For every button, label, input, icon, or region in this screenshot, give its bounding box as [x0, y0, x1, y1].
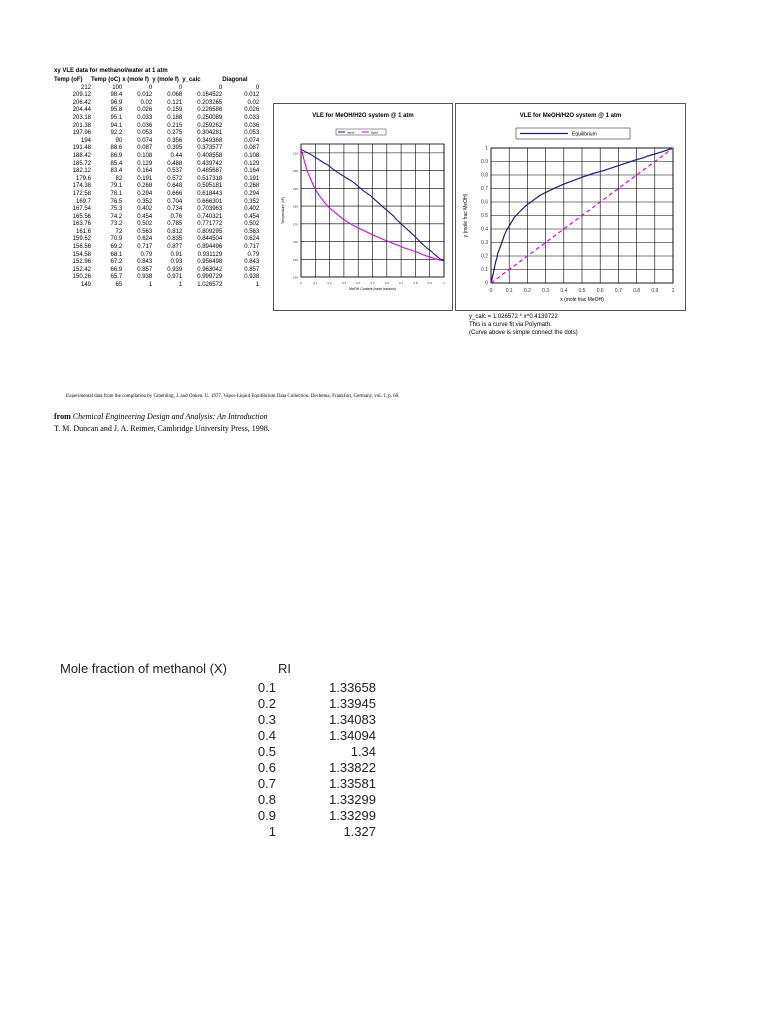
x-tick-label: 0.4 [560, 288, 568, 294]
vle-cell: 0.159 [167, 107, 183, 114]
vle-cell: 197.96 [72, 130, 91, 137]
vle-cell: 0.717 [137, 244, 153, 251]
vle-cell: 1 [255, 282, 260, 289]
vle-table-row [54, 92, 259, 100]
vle-cell: 0.488 [167, 160, 183, 167]
ri-header-ri: RI [278, 660, 291, 676]
ri-table-row [60, 823, 376, 839]
vle-cell: 0.454 [244, 213, 260, 220]
vle-cell: 0.624 [137, 236, 153, 243]
vle-cell: 86.9 [110, 152, 123, 159]
vle-cell: 204.44 [72, 107, 91, 114]
legend-label-equilibrium: Equilibrium [572, 131, 597, 138]
vle-cell: 68.1 [110, 251, 123, 258]
vle-cell: 0.191 [137, 175, 153, 182]
vle-cell: 0.226586 [197, 107, 223, 114]
xy-equilibrium-chart [455, 103, 686, 311]
x-tick-label: 0.9 [427, 281, 432, 285]
vle-cell: 72 [115, 228, 123, 235]
source-citation: Experimental data from the compilation by Gmehling, J. and Onken, U. 1977. Vapor-Liquid Equilibrium Data Collection. Dechema, Frankfurt, Germany, vol. 1, p. 60. [66, 394, 400, 399]
vle-cell: 0.999729 [197, 274, 223, 281]
vle-cell: 92.2 [110, 130, 123, 137]
vle-cell: 161.6 [75, 228, 91, 235]
x-tick-label: 1 [671, 288, 675, 294]
vle-cell: 0.938 [244, 274, 260, 281]
vle-cell: 0.857 [137, 266, 153, 273]
vle-table-row [54, 123, 259, 131]
vle-header-cell: Diagonal [222, 77, 248, 83]
vle-cell: 76.5 [110, 198, 123, 205]
vle-cell: 0 [218, 84, 223, 91]
vle-data-title: xy VLE data for methanol/water at 1 atm [54, 68, 168, 74]
chart1-title: VLE for MeOH/H2O system @ 1 atm [312, 113, 414, 119]
vle-cell: 78.1 [110, 190, 123, 197]
vle-table-row [54, 252, 259, 260]
vle-table-row [54, 282, 259, 290]
vle-cell: 152.96 [72, 259, 91, 266]
vle-cell: 172.58 [72, 190, 91, 197]
ri-table-row [60, 711, 376, 727]
vle-cell: 0.129 [137, 160, 153, 167]
vle-cell: 65.7 [110, 274, 123, 281]
ri-value-cell: 1.34 [350, 743, 376, 759]
ri-value-cell: 1.33299 [329, 791, 376, 807]
vle-table-row [54, 145, 259, 153]
vle-cell: 0 [148, 84, 153, 91]
vle-table-row [54, 267, 259, 275]
vle-cell: 150.26 [72, 274, 91, 281]
vle-cell: 0.074 [244, 137, 260, 144]
vle-cell: 0.053 [244, 130, 260, 137]
vle-cell: 94.1 [110, 122, 123, 129]
vle-data-table [54, 77, 259, 290]
vle-cell: 0.771772 [197, 221, 223, 228]
book-authors: T. M. Duncan and J. A. Reimer, Cambridge University Press, 1998. [54, 424, 270, 433]
vle-cell: 0.294 [137, 190, 153, 197]
vle-cell: 194 [80, 137, 91, 144]
vle-cell: 0.026 [137, 107, 153, 114]
vle-table-body [54, 85, 259, 290]
refractive-index-table [60, 657, 376, 839]
chart1-plot [274, 104, 452, 310]
vle-cell: 0.012 [244, 92, 260, 99]
vle-cell: 0.666301 [197, 198, 223, 205]
vle-cell: 0.537 [167, 168, 183, 175]
vle-cell: 1.026572 [197, 282, 223, 289]
x-tick-label: 0.6 [384, 281, 389, 285]
vle-cell: 0.666 [167, 190, 183, 197]
vle-cell: 0.843 [244, 259, 260, 266]
vle-cell: 165.56 [72, 213, 91, 220]
vle-header-cell: x (mole f) [122, 77, 149, 83]
y-tick-label: 140 [292, 275, 298, 280]
vle-cell: 0.121 [167, 99, 183, 106]
x-tick-label: 0.1 [505, 288, 513, 294]
y-tick-label: 0.6 [481, 199, 488, 206]
x-tick-label: 0.2 [523, 288, 531, 294]
y-tick-label: 0.1 [481, 267, 488, 273]
vle-table-row [54, 115, 259, 123]
vle-cell: 0.595181 [197, 183, 223, 190]
y-tick-label: 200 [292, 169, 298, 174]
y-tick-label: 170 [292, 222, 298, 227]
vle-cell: 0.402 [244, 206, 260, 213]
vle-cell: 0.402 [137, 206, 153, 213]
vle-cell: 0.129 [244, 160, 260, 167]
vle-cell: 0.164 [137, 168, 153, 175]
vle-header-cell: y_calc [182, 77, 201, 83]
vle-table-row [54, 176, 259, 184]
vle-table-row [54, 236, 259, 244]
vle-cell: 0.740321 [197, 213, 223, 220]
vle-cell: 191.48 [72, 145, 91, 152]
vle-cell: 0.454 [137, 213, 153, 220]
x-tick-label: 0 [489, 288, 493, 294]
vle-cell: 0.734 [167, 206, 183, 213]
vle-table-row [54, 130, 259, 138]
chart2-plot [456, 104, 685, 310]
vle-cell: 0.79 [247, 251, 260, 258]
vle-cell: 0.938 [137, 274, 153, 281]
y-tick-label: 0.8 [481, 172, 488, 179]
y-tick-label: 210 [292, 151, 298, 156]
temperature-composition-chart [273, 103, 453, 311]
vle-cell: 0.033 [244, 114, 260, 121]
ri-table-row [60, 775, 376, 791]
y-tick-label: 0.3 [481, 240, 488, 246]
vle-cell: 0.074 [137, 137, 153, 144]
vle-cell: 0.877 [167, 244, 183, 251]
x-tick-label: 0.9 [651, 288, 659, 294]
vle-cell: 0.93 [170, 259, 183, 266]
ri-table-row [60, 759, 376, 775]
vle-cell: 0.785 [167, 221, 183, 228]
ri-x-cell: 0.9 [257, 807, 276, 823]
vle-cell: 0.563 [244, 228, 260, 235]
vle-cell: 174.38 [72, 183, 91, 190]
vle-table-row [54, 161, 259, 169]
vle-cell: 0.79 [140, 251, 153, 258]
vle-cell: 0.517318 [197, 175, 223, 182]
vle-table-row [54, 199, 259, 207]
ri-value-cell: 1.33658 [329, 679, 376, 695]
x-tick-label: 0.7 [399, 281, 404, 285]
vle-table-row [54, 100, 259, 108]
x-tick-label: 1 [443, 281, 445, 285]
vle-cell: 163.76 [72, 221, 91, 228]
vle-table-row [54, 214, 259, 222]
y-tick-label: 160 [292, 240, 298, 245]
vle-cell: 209.12 [72, 92, 91, 99]
vle-cell: 0.703963 [197, 206, 223, 213]
vle-cell: 0.971 [167, 274, 183, 281]
ri-value-cell: 1.33822 [329, 759, 376, 775]
ri-x-cell: 0.1 [257, 679, 276, 695]
ri-value-cell: 1.34083 [329, 711, 376, 727]
vle-header-cell: Temp (oF) [54, 77, 83, 83]
x-tick-label: 0.8 [413, 281, 418, 285]
vle-cell: 0.76 [170, 213, 183, 220]
vle-cell: 0.572 [167, 175, 183, 182]
vle-cell: 201.38 [72, 122, 91, 129]
vle-cell: 65 [115, 282, 123, 289]
vle-cell: 85.4 [110, 160, 123, 167]
vle-cell: 0.717 [244, 244, 260, 251]
vle-cell: 0.164522 [197, 92, 223, 99]
vle-table-row [54, 259, 259, 267]
vle-cell: 167.54 [72, 206, 91, 213]
y-axis-label: Temperature (oF) [281, 196, 285, 225]
vle-table-header-row [54, 77, 259, 85]
vle-cell: 0.068 [167, 92, 183, 99]
vle-table-row [54, 107, 259, 115]
vle-cell: 0 [178, 84, 183, 91]
vle-cell: 156.56 [72, 244, 91, 251]
ri-table-row [60, 791, 376, 807]
vle-cell: 1 [178, 282, 183, 289]
ri-x-cell: 0.4 [257, 727, 276, 743]
ri-table-row [60, 679, 376, 695]
book-reference [54, 412, 268, 421]
vle-cell: 73.2 [110, 221, 123, 228]
vle-cell: 0.036 [137, 122, 153, 129]
vle-cell: 0.618443 [197, 190, 223, 197]
vle-cell: 0.857 [244, 266, 260, 273]
ri-header-row [60, 657, 376, 679]
ri-x-cell: 0.3 [257, 711, 276, 727]
from-prefix: from [54, 412, 71, 421]
fit-method-note: This is a curve fit via Polymath. [469, 322, 552, 328]
vle-cell: 0.439742 [197, 160, 223, 167]
vle-cell: 66.9 [110, 266, 123, 273]
vle-cell: 79.1 [110, 183, 123, 190]
x-tick-label: 0 [300, 281, 302, 285]
ri-value-cell: 1.34094 [329, 727, 376, 743]
ri-x-cell: 1 [268, 823, 276, 839]
vle-cell: 90 [115, 137, 123, 144]
vle-cell: 100 [112, 84, 123, 91]
vle-cell: 74.2 [110, 213, 123, 220]
vle-table-row [54, 244, 259, 252]
vle-cell: 0.188 [167, 114, 183, 121]
vle-table-row [54, 168, 259, 176]
vle-cell: 0.012 [137, 92, 153, 99]
vle-cell: 0.304281 [197, 130, 223, 137]
vle-cell: 0.356 [167, 137, 183, 144]
ri-table-body [60, 679, 376, 839]
ri-x-cell: 0.7 [257, 775, 276, 791]
book-title: Chemical Engineering Design and Analysis: An Introduction [72, 412, 268, 421]
vle-cell: 0.259262 [197, 122, 223, 129]
ri-table-row [60, 727, 376, 743]
vle-cell: 0.704 [167, 198, 183, 205]
vle-table-row [54, 191, 259, 199]
x-tick-label: 0.8 [633, 288, 641, 294]
ri-table-row [60, 695, 376, 711]
vle-header-cell: Temp (oC) [91, 77, 121, 83]
vle-cell: 0.502 [244, 221, 260, 228]
vle-cell: 0.352 [137, 198, 153, 205]
vle-cell: 212 [80, 84, 91, 91]
y-tick-label: 0.4 [481, 226, 488, 233]
vle-cell: 154.58 [72, 251, 91, 258]
vle-cell: 0.91 [170, 251, 183, 258]
vle-table-row [54, 206, 259, 214]
vle-cell: 0.349368 [197, 137, 223, 144]
vle-cell: 1 [148, 282, 153, 289]
vle-table-row [54, 85, 259, 93]
ri-value-cell: 1.327 [343, 823, 376, 839]
vle-cell: 0.502 [137, 221, 153, 228]
vle-cell: 0.395 [167, 145, 183, 152]
curve-note: (Curve above is simple connect the dots) [469, 330, 578, 336]
vle-cell: 0 [255, 84, 260, 91]
y-tick-label: 190 [292, 186, 298, 191]
ri-table-row [60, 807, 376, 823]
ri-header-x: Mole fraction of methanol (X) [60, 660, 227, 676]
x-tick-label: 0.7 [614, 288, 622, 294]
vle-table-row [54, 183, 259, 191]
ri-table-row [60, 743, 376, 759]
vle-table-row [54, 274, 259, 282]
vle-cell: 0.02 [140, 99, 153, 106]
vle-cell: 0.250089 [197, 114, 223, 121]
vle-cell: 0.033 [137, 114, 153, 121]
vle-cell: 0.026 [244, 107, 260, 114]
legend-label-vapor: vapor [347, 130, 355, 135]
vle-table-row [54, 229, 259, 237]
ri-x-cell: 0.5 [257, 743, 276, 759]
vle-cell: 159.62 [72, 236, 91, 243]
vle-cell: 182.12 [72, 168, 91, 175]
vle-cell: 0.191 [244, 175, 260, 182]
vle-cell: 0.485687 [197, 168, 223, 175]
ri-value-cell: 1.33299 [329, 807, 376, 823]
ri-value-cell: 1.33945 [329, 695, 376, 711]
vle-cell: 0.931129 [197, 251, 223, 258]
fit-equation: y_calc = 1.026572 * x^0.4139722 [469, 314, 558, 320]
vle-cell: 185.72 [72, 160, 91, 167]
y-tick-label: 150 [292, 257, 298, 262]
vle-cell: 67.2 [110, 259, 123, 266]
ri-value-cell: 1.33581 [329, 775, 376, 791]
vle-cell: 0.164 [244, 168, 260, 175]
vle-cell: 0.352 [244, 198, 260, 205]
x-tick-label: 0.6 [596, 288, 604, 294]
vle-cell: 83.4 [110, 168, 123, 175]
ri-x-cell: 0.2 [257, 695, 276, 711]
vle-cell: 75.3 [110, 206, 123, 213]
y-tick-label: 0.5 [481, 213, 488, 219]
vle-cell: 203.18 [72, 114, 91, 121]
vle-cell: 0.894496 [197, 244, 223, 251]
vle-cell: 0.203265 [197, 99, 223, 106]
vle-cell: 0.812 [167, 228, 183, 235]
vle-cell: 0.275 [167, 130, 183, 137]
ri-x-cell: 0.8 [257, 791, 276, 807]
vle-cell: 0.268 [137, 183, 153, 190]
y-tick-label: 0.9 [481, 159, 488, 165]
vle-cell: 0.624 [244, 236, 260, 243]
vle-cell: 95.8 [110, 107, 123, 114]
x-tick-label: 0.3 [341, 281, 346, 285]
vle-cell: 0.843 [137, 259, 153, 266]
ri-x-cell: 0.6 [257, 759, 276, 775]
vle-cell: 95.1 [110, 114, 123, 121]
y-tick-label: 0.7 [481, 186, 488, 192]
vle-cell: 0.809295 [197, 228, 223, 235]
vle-cell: 96.9 [110, 99, 123, 106]
vle-cell: 188.42 [72, 152, 91, 159]
vle-cell: 88.6 [110, 145, 123, 152]
vle-cell: 70.9 [110, 236, 123, 243]
vle-cell: 152.42 [72, 266, 91, 273]
vle-header-cell: y (mole f) [152, 77, 179, 83]
y-axis-label: y (mole frac MeOH) [463, 193, 469, 238]
x-tick-label: 0.5 [578, 288, 586, 294]
legend-label-liquid: liquid [371, 130, 379, 135]
x-axis-label: x (mole frac MeOH) [560, 297, 604, 303]
vle-cell: 0.373577 [197, 145, 223, 152]
vle-cell: 0.956498 [197, 259, 223, 266]
vle-cell: 0.939 [167, 266, 183, 273]
vle-cell: 206.42 [72, 99, 91, 106]
x-axis-label: MeOH Content (mole fraction) [349, 287, 396, 291]
vle-cell: 0.844504 [197, 236, 223, 243]
x-tick-label: 0.1 [313, 281, 318, 285]
chart2-title: VLE for MeOH/H2O system @ 1 atm [519, 113, 622, 119]
x-tick-label: 0.4 [356, 281, 361, 285]
vle-cell: 0.294 [244, 190, 260, 197]
vle-cell: 149 [80, 282, 91, 289]
vle-table-row [54, 153, 259, 161]
vle-cell: 169.7 [75, 198, 91, 205]
vle-table-row [54, 138, 259, 146]
vle-cell: 0.108 [137, 152, 153, 159]
vle-cell: 0.648 [167, 183, 183, 190]
vle-cell: 0.268 [244, 183, 260, 190]
vle-cell: 0.563 [137, 228, 153, 235]
x-tick-label: 0.5 [370, 281, 375, 285]
y-tick-label: 180 [292, 204, 298, 209]
vle-cell: 179.6 [75, 175, 91, 182]
vle-cell: 0.087 [137, 145, 153, 152]
y-tick-label: 0.2 [481, 253, 488, 260]
y-tick-label: 1 [485, 145, 488, 152]
vle-cell: 69.2 [110, 244, 123, 251]
vle-cell: 0.963042 [197, 266, 223, 273]
vle-table-row [54, 221, 259, 229]
vle-cell: 0.108 [244, 152, 260, 159]
vle-cell: 0.053 [137, 130, 153, 137]
vle-cell: 82 [115, 175, 123, 182]
vle-cell: 0.087 [244, 145, 260, 152]
x-tick-label: 0.3 [542, 288, 550, 294]
vle-cell: 0.036 [244, 122, 260, 129]
vle-cell: 0.44 [170, 152, 183, 159]
vle-cell: 0.408558 [197, 152, 223, 159]
vle-cell: 98.4 [110, 92, 123, 99]
vle-cell: 0.215 [167, 122, 183, 129]
vle-cell: 0.835 [167, 236, 183, 243]
y-tick-label: 0 [485, 280, 488, 287]
x-tick-label: 0.2 [327, 281, 332, 285]
vle-cell: 0.02 [247, 99, 260, 106]
